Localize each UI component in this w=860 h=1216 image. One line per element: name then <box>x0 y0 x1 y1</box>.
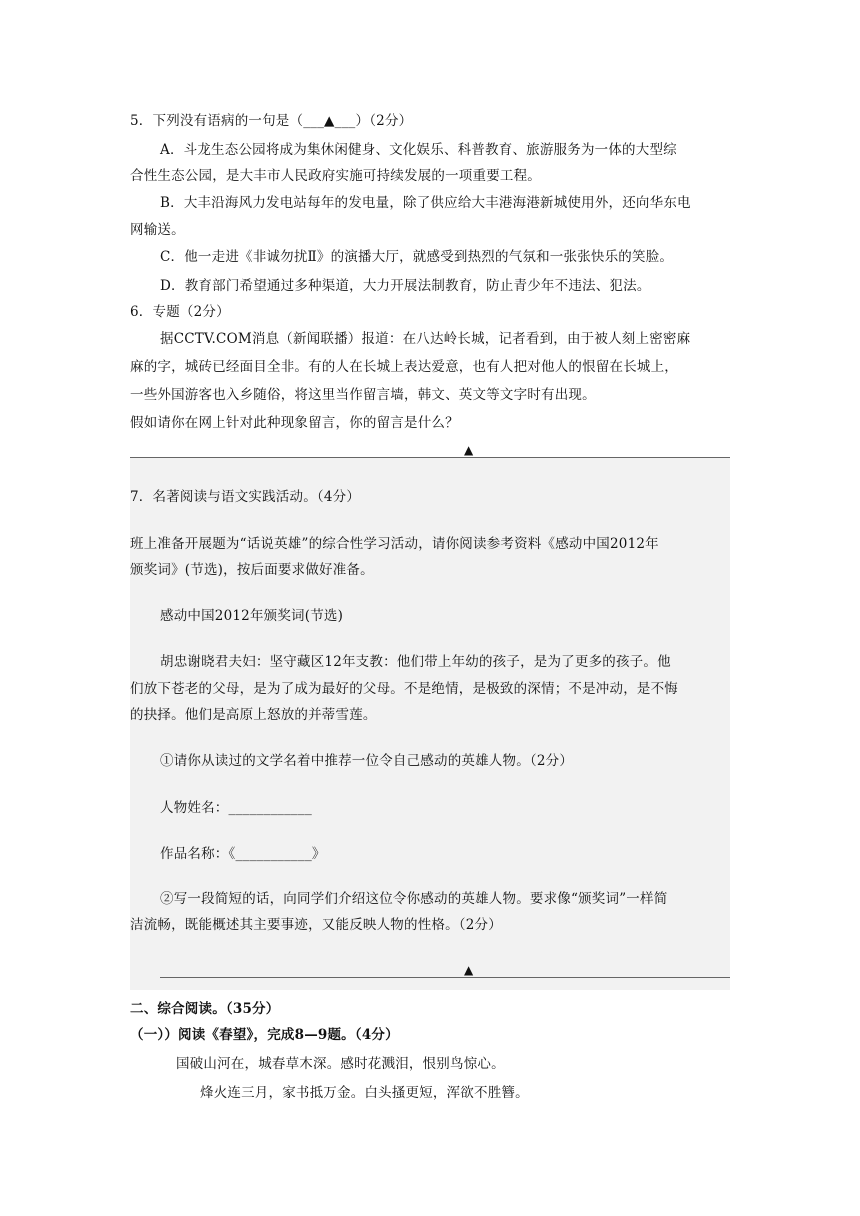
q7-name-row <box>160 798 312 818</box>
q7-title: 7．名著阅读与语文实践活动。（4分） <box>130 489 361 505</box>
q7-sub1: ①请你从读过的文学名着中推荐一位令自己感动的英雄人物。（2分） <box>160 753 574 769</box>
q5-option-b-line1: B．大丰沿海风力发电站每年的发电量，除了供应给大丰港海港新城使用外，还向华东电 <box>160 195 691 211</box>
q7-answer-mark: ▲ <box>464 963 474 977</box>
q7-name-label: 人物姓名： <box>160 800 229 816</box>
q5-option-a-line2: 合性生态公园，是大丰市人民政府实施可持续发展的一项重要工程。 <box>130 168 541 184</box>
q7-intro-line1: 班上准备开展题为“话说英雄”的综合性学习活动，请你阅读参考资料《感动中国2012年 <box>130 536 659 552</box>
q6-answer-mark: ▲ <box>464 443 474 457</box>
section2-subtitle: （一））阅读《春望》，完成8—9题。（4分） <box>130 1027 399 1043</box>
q5-stem-text: 5．下列没有语病的一句是（ <box>130 113 304 129</box>
q5-answer-blank: ___▲___ <box>303 113 356 129</box>
q7-name-blank: ____________ <box>228 800 312 816</box>
q7-work-label: 作品名称：《 <box>160 846 236 862</box>
q7-sub2-line1: ②写一段简短的话，向同学们介绍这位令你感动的英雄人物。要求像“颁奖词”一样简 <box>160 891 668 907</box>
q6-line-3: 一些外国游客也入乡随俗，将这里当作留言墙，韩文、英文等文字时有出现。 <box>130 387 596 403</box>
q5-score: ）（2分） <box>355 113 413 129</box>
q6-line-1: 据CCTV.COM消息（新闻联播）报道：在八达岭长城，记者看到，由于被人刻上密密麻 <box>160 331 691 347</box>
q7-intro-line2: 颁奖词》(节选)，按后面要求做好准备。 <box>130 562 374 578</box>
q7-sub2-line2: 洁流畅，既能概述其主要事迹，又能反映人物的性格。（2分） <box>130 917 502 933</box>
q7-ref-title: 感动中国2012年颁奖词(节选) <box>160 608 344 624</box>
q5-option-a-line1: A．斗龙生态公园将成为集休闲健身、文化娱乐、科普教育、旅游服务为一体的大型综 <box>160 142 677 158</box>
q7-ref-line2: 们放下苍老的父母，是为了成为最好的父母。不是绝情，是极致的深情；不是冲动，是不悔 <box>130 681 678 697</box>
q7-ref-line1: 胡忠谢晓君夫妇：坚守藏区12年支教：他们带上年幼的孩子，是为了更多的孩子。他 <box>160 654 671 670</box>
section2-title: 二、综合阅读。（35分） <box>130 1001 280 1017</box>
q7-work-close: 》 <box>311 846 326 862</box>
q6-title: 6．专题（2分） <box>130 304 230 320</box>
q6-line-4: 假如请你在网上针对此种现象留言，你的留言是什么？ <box>130 415 459 431</box>
poem-line-2: 烽火连三月，家书抵万金。白头搔更短，浑欲不胜簪。 <box>200 1085 529 1101</box>
q5-option-d: D．教育部门希望通过多种渠道，大力开展法制教育，防止青少年不违法、犯法。 <box>160 278 651 294</box>
q5-option-c: C．他一走进《非诚勿扰Ⅱ》的演播大厅，就感受到热烈的气氛和一张张快乐的笑脸。 <box>160 249 674 265</box>
q7-ref-line3: 的抉择。他们是高原上怒放的并蒂雪莲。 <box>130 707 377 723</box>
poem-line-1: 国破山河在，城春草木深。感时花溅泪，恨别鸟惊心。 <box>176 1056 505 1072</box>
q7-work-blank: ___________ <box>235 846 312 862</box>
q7-answer-line <box>160 977 730 978</box>
q5-stem <box>130 111 412 131</box>
q5-option-b-line2: 网输送。 <box>130 222 185 238</box>
q6-line-2: 麻的字，城砖已经面目全非。有的人在长城上表达爱意，也有人把对他人的恨留在长城上， <box>130 359 678 375</box>
q7-work-row <box>160 844 326 864</box>
